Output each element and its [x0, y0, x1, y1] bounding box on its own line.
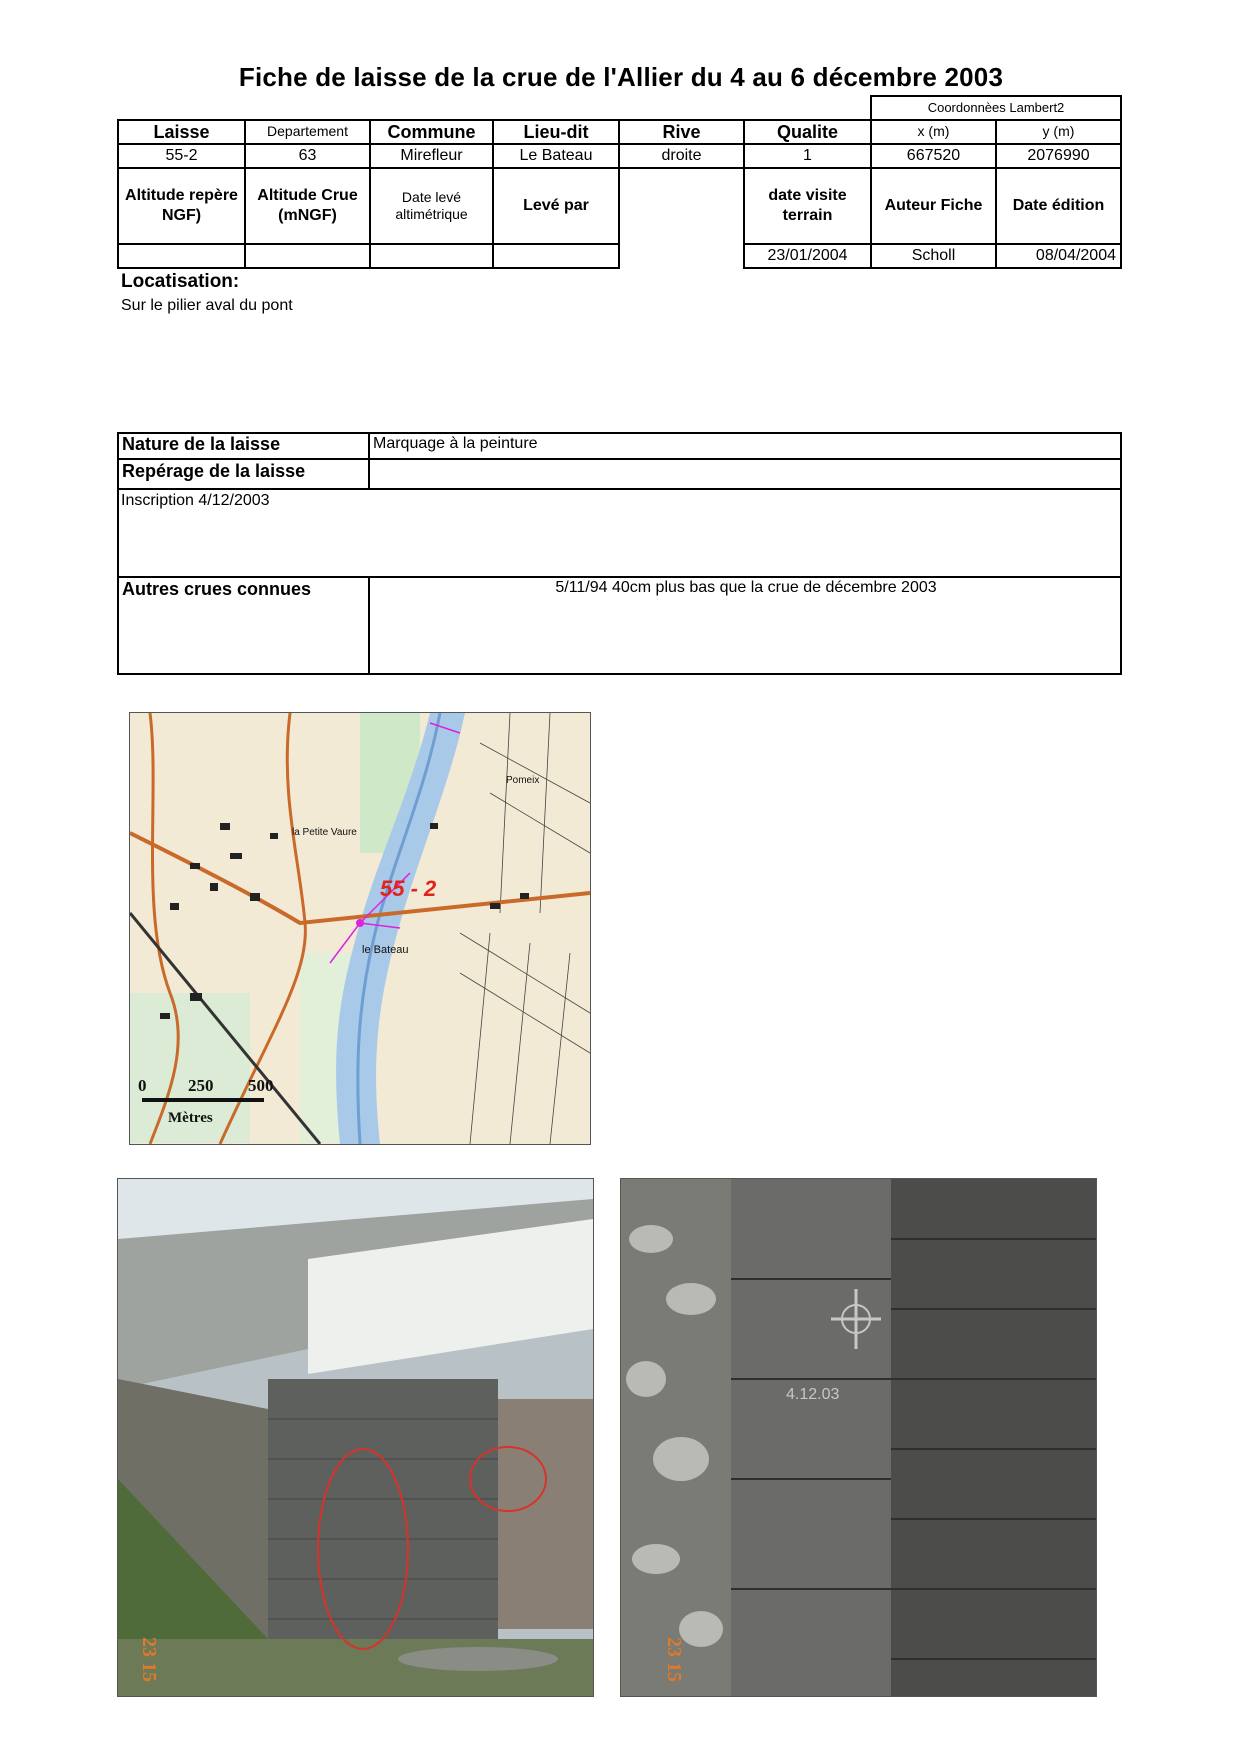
header-leve-par: Levé par [492, 167, 620, 245]
map-place-pomeix: Pomeix [506, 775, 540, 786]
value-date-visite: 23/01/2004 [743, 243, 872, 269]
pier-inscription: 4.12.03 [786, 1386, 840, 1403]
map-scale-500: 500 [248, 1076, 274, 1095]
nature-label: Nature de la laisse [122, 434, 281, 454]
value-laisse: 55-2 [117, 143, 246, 169]
map-marker [356, 919, 364, 927]
value-y: 2076990 [995, 143, 1122, 169]
value-commune: Mirefleur [369, 143, 494, 169]
page-title: Fiche de laisse de la crue de l'Allier du 4 au 6 décembre 2003 [238, 62, 1004, 92]
header-altitude-repere: Altitude repère NGF) [117, 167, 246, 245]
pier-closeup-photo [620, 1178, 1097, 1697]
map-marker-label: 55 - 2 [380, 876, 437, 901]
nature-value: Marquage à la peinture [373, 435, 538, 452]
value-altitude-repere [117, 243, 246, 269]
header-qualite: Qualite [743, 119, 872, 145]
header-date-leve: Date levé altimétrique [369, 167, 494, 245]
map-drawing [130, 713, 590, 1144]
header-auteur: Auteur Fiche [870, 167, 997, 245]
value-rive: droite [618, 143, 745, 169]
header-date-visite: date visite terrain [743, 167, 872, 245]
value-altitude-crue [244, 243, 371, 269]
header-date-edition: Date édition [995, 167, 1122, 245]
reperage-label: Repérage de la laisse [122, 461, 306, 481]
value-x: 667520 [870, 143, 997, 169]
value-qualite: 1 [743, 143, 872, 169]
header-commune: Commune [369, 119, 494, 145]
value-departement: 63 [244, 143, 371, 169]
map-place-le-bateau: le Bateau [362, 944, 409, 956]
header-y: y (m) [995, 119, 1122, 145]
autres-label: Autres crues connues [122, 579, 312, 599]
map-scale-250: 250 [188, 1076, 214, 1095]
value-date-edition: 08/04/2004 [995, 243, 1122, 269]
map-scale-unit: Mètres [168, 1110, 213, 1126]
pier-closeup-drawing [621, 1179, 1096, 1696]
inscription-text: Inscription 4/12/2003 [121, 492, 270, 509]
header-laisse: Laisse [117, 119, 246, 145]
location-map [129, 712, 591, 1145]
map-scale-0: 0 [138, 1076, 147, 1095]
photo2-datestamp: 23 15 [663, 1637, 685, 1682]
value-lieudit: Le Bateau [492, 143, 620, 169]
value-auteur: Scholl [870, 243, 997, 269]
localisation-text: Sur le pilier aval du pont [121, 297, 293, 314]
bridge-drawing [118, 1179, 593, 1696]
header-lieudit: Lieu-dit [492, 119, 620, 145]
value-leve-par [492, 243, 620, 269]
map-place-petite-vaure: la Petite Vaure [292, 827, 357, 838]
photo1-datestamp: 23 15 [138, 1637, 160, 1682]
coords-header: Coordonnèes Lambert2 [870, 95, 1122, 121]
map-scale-bar [142, 1098, 264, 1102]
localisation-label: Locatisation: [121, 271, 240, 292]
header-rive: Rive [618, 119, 745, 145]
header-altitude-crue: Altitude Crue (mNGF) [244, 167, 371, 245]
value-date-leve [369, 243, 494, 269]
header-x: x (m) [870, 119, 997, 145]
autres-value: 5/11/94 40cm plus bas que la crue de décembre 2003 [555, 579, 937, 596]
bridge-photo [117, 1178, 594, 1697]
header-departement: Departement [244, 119, 371, 145]
